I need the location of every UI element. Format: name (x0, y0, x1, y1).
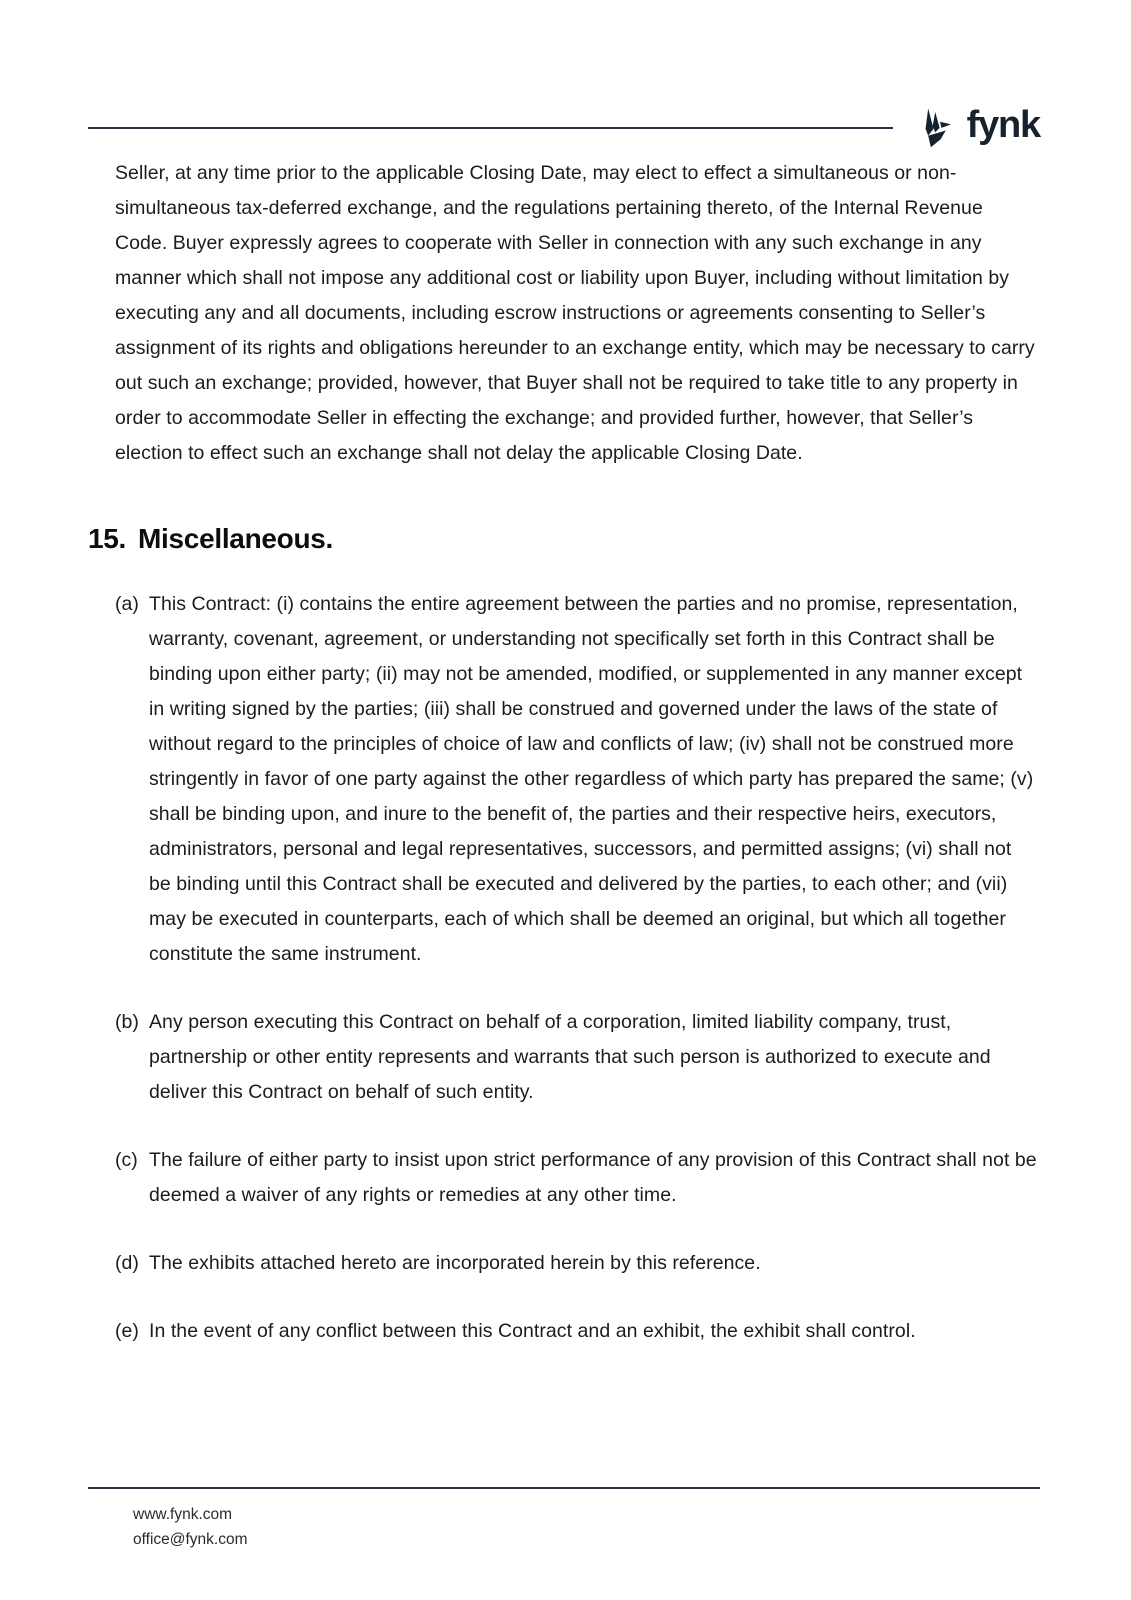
clause-list (88, 587, 1040, 1349)
clause-marker: (d) (115, 1252, 139, 1274)
clause-text: This Contract: (i) contains the entire agreement between the parties and no promise, representation, warranty, covenant, agreement, or understanding not specifically set forth in this Contract shall be binding upon either party; (ii) may not be amended, modified, or supplemented in any manner except in writing signed by the parties; (iii) shall be construed and governed under the laws of the state of without regard to the principles of choice of law and conflicts of law; (iv) shall not be construed more stringently in favor of one party against the other regardless of which party has prepared the same; (v) shall be binding upon, and inure to the benefit of, the parties and their respective heirs, executors, administrators, personal and legal representatives, successors, and permitted assigns; (vi) shall not be binding until this Contract shall be executed and delivered by the parties, to each other; and (vii) may be executed in counterparts, each of which shall be deemed an original, but which all together constitute the same instrument. (149, 593, 1034, 965)
intro-paragraph: Seller, at any time prior to the applicable Closing Date, may elect to effect a simultaneous or non-simultaneous tax-deferred exchange, and the regulations pertaining thereto, of the Internal Revenue Code. Buyer expressly agrees to cooperate with Seller in connection with any such exchange in any manner which shall not impose any additional cost or liability upon Buyer, including without limitation by executing any and all documents, including escrow instructions or agreements consenting to Seller’s assignment of its rights and obligations hereunder to an exchange entity, which may be necessary to carry out such an exchange; provided, however, that Buyer shall not be required to take title to any property in order to accommodate Seller in effecting the exchange; and provided further, however, that Seller’s election to effect such an exchange shall not delay the applicable Closing Date. (115, 162, 1035, 464)
fynk-bird-logo-icon (915, 105, 959, 149)
clause-item (88, 1246, 1040, 1281)
clause-item (88, 1143, 1040, 1213)
footer-email[interactable]: office@fynk.com (133, 1531, 248, 1548)
brand-logo (915, 99, 1040, 155)
clause-item (88, 587, 1040, 972)
clause-marker: (c) (115, 1149, 138, 1171)
clause-marker: (e) (115, 1320, 139, 1342)
clause-text: The exhibits attached hereto are incorporated herein by this reference. (149, 1252, 761, 1274)
page-header (88, 96, 1040, 158)
page-footer (88, 1487, 1040, 1552)
footer-website[interactable]: www.fynk.com (133, 1506, 233, 1523)
clause-marker: (b) (115, 1011, 139, 1033)
section-title: Miscellaneous. (138, 523, 334, 554)
brand-wordmark: fynk (966, 104, 1040, 146)
clause-item (88, 1314, 1040, 1349)
section-number: 15. (88, 523, 127, 554)
header-divider (88, 127, 893, 129)
footer-divider (88, 1487, 1040, 1489)
clause-text: In the event of any conflict between this Contract and an exhibit, the exhibit shall control. (149, 1320, 916, 1342)
clause-item (88, 1005, 1040, 1110)
clause-marker: (a) (115, 593, 139, 615)
clause-text: Any person executing this Contract on behalf of a corporation, limited liability company, trust, partnership or other entity represents and warrants that such person is authorized to execute and deliver this Contract on behalf of such entity. (149, 1011, 991, 1103)
clause-text: The failure of either party to insist upon strict performance of any provision of this Contract shall not be deemed a waiver of any rights or remedies at any other time. (149, 1149, 1037, 1206)
document-content (88, 156, 1040, 1382)
footer-contact (88, 1502, 1040, 1552)
page-title (88, 523, 1040, 555)
